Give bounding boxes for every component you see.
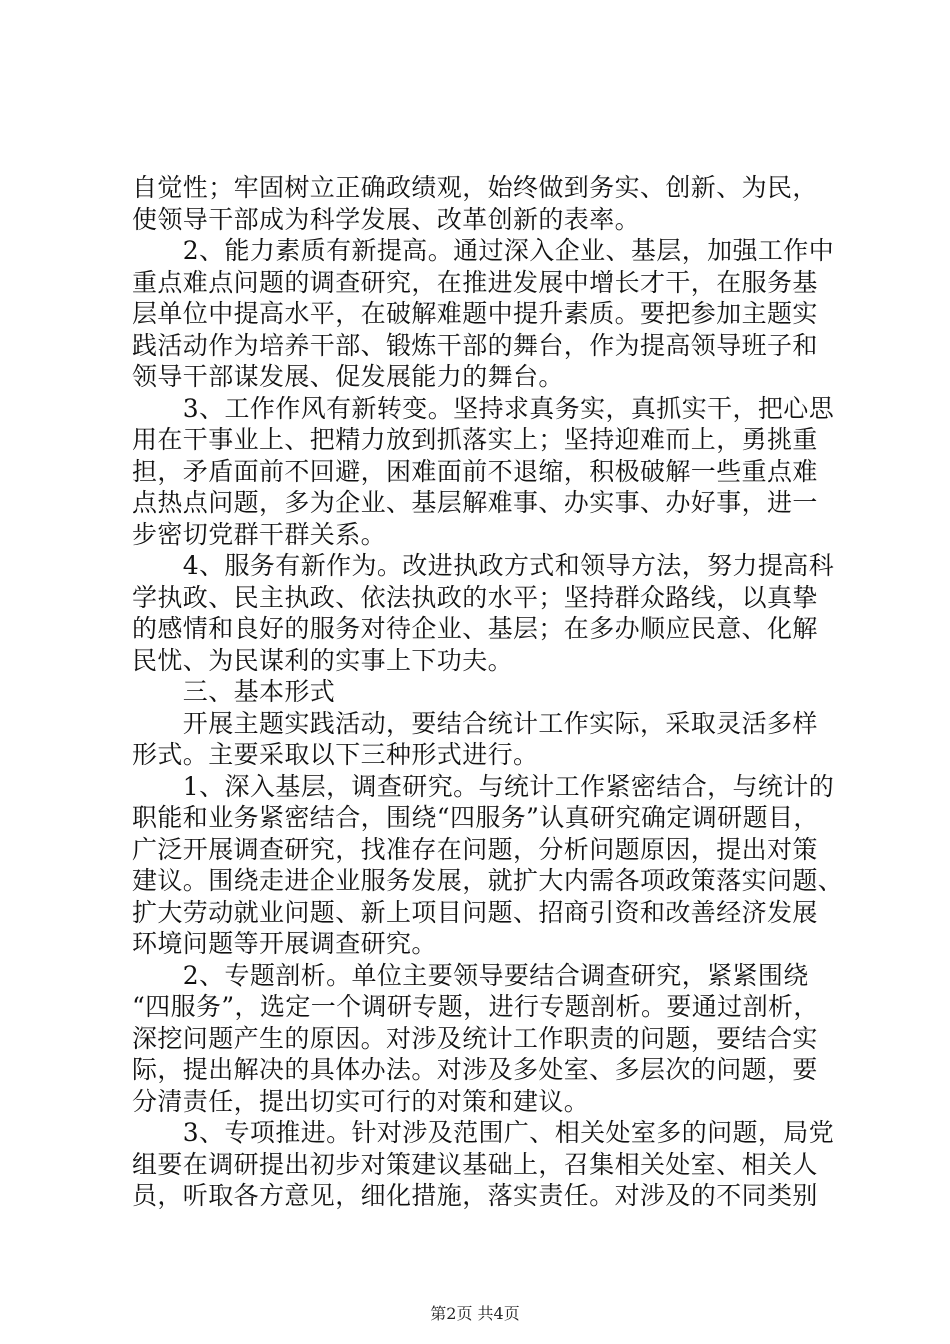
text-line: 深挖问题产生的原因。对涉及统计工作职责的问题，要结合实 xyxy=(132,1023,818,1053)
text-line: 用在干事业上、把精力放到抓落实上；坚持迎难而上，勇挑重 xyxy=(132,425,818,454)
text-line: 的感情和良好的服务对待企业、基层；在多办顺应民意、化解 xyxy=(132,614,818,643)
text-line: 职能和业务紧密结合，围绕“四服务”认真研究确定调研题目， xyxy=(132,803,819,832)
text-line: 使领导干部成为科学发展、改革创新的表率。 xyxy=(132,204,641,234)
text-line: 开展主题实践活动，要结合统计工作实际，采取灵活多样 xyxy=(132,708,818,738)
text-line: 3、专项推进。针对涉及范围广、相关处室多的问题，局党 xyxy=(132,1118,835,1147)
text-line: 点热点问题，多为企业、基层解难事、办实事、办好事，进一 xyxy=(132,488,818,517)
text-line: 领导干部谋发展、促发展能力的舞台。 xyxy=(132,362,564,391)
body-text xyxy=(132,172,844,1212)
text-line: 步密切党群干群关系。 xyxy=(132,519,387,549)
text-line: 员，听取各方意见，细化措施，落实责任。对涉及的不同类别 xyxy=(132,1181,818,1210)
text-line: 分清责任，提出切实可行的对策和建议。 xyxy=(132,1086,590,1116)
text-line: 广泛开展调查研究，找准存在问题，分析问题原因，提出对策 xyxy=(132,834,818,864)
text-line: 2、能力素质有新提高。通过深入企业、基层，加强工作中 xyxy=(132,236,835,265)
text-line: “四服务”，选定一个调研专题，进行专题剖析。要通过剖析， xyxy=(132,992,819,1021)
text-line: 学执政、民主执政、依法执政的水平；坚持群众路线，以真挚 xyxy=(132,582,818,612)
text-line: 层单位中提高水平，在破解难题中提升素质。要把参加主题实 xyxy=(132,299,818,328)
text-line: 担，矛盾面前不回避，困难面前不退缩，积极破解一些重点难 xyxy=(132,456,818,486)
text-line: 形式。主要采取以下三种形式进行。 xyxy=(132,740,539,769)
text-line: 三、基本形式 xyxy=(132,677,336,706)
text-line: 组要在调研提出初步对策建议基础上，召集相关处室、相关人 xyxy=(132,1149,818,1179)
text-line: 自觉性；牢固树立正确政绩观，始终做到务实、创新、为民， xyxy=(132,173,818,202)
text-line: 1、深入基层，调查研究。与统计工作紧密结合，与统计的 xyxy=(132,771,835,801)
text-line: 2、专题剖析。单位主要领导要结合调查研究，紧紧围绕 xyxy=(132,960,809,990)
text-line: 建议。围绕走进企业服务发展，就扩大内需各项政策落实问题、 xyxy=(132,866,844,895)
text-line: 践活动作为培养干部、锻炼干部的舞台，作为提高领导班子和 xyxy=(132,330,818,360)
page-footer: 第2页 共4页 xyxy=(430,1304,520,1323)
text-line: 际，提出解决的具体办法。对涉及多处室、多层次的问题，要 xyxy=(132,1055,818,1084)
text-line: 重点难点问题的调查研究，在推进发展中增长才干，在服务基 xyxy=(132,267,818,297)
text-line: 民忧、为民谋利的实事上下功夫。 xyxy=(132,645,514,675)
text-line: 3、工作作风有新转变。坚持求真务实，真抓实干，把心思 xyxy=(132,393,835,423)
text-line: 环境问题等开展调查研究。 xyxy=(132,929,437,958)
text-line: 4、服务有新作为。改进执政方式和领导方法，努力提高科 xyxy=(132,551,835,580)
text-line: 扩大劳动就业问题、新上项目问题、招商引资和改善经济发展 xyxy=(132,897,818,927)
